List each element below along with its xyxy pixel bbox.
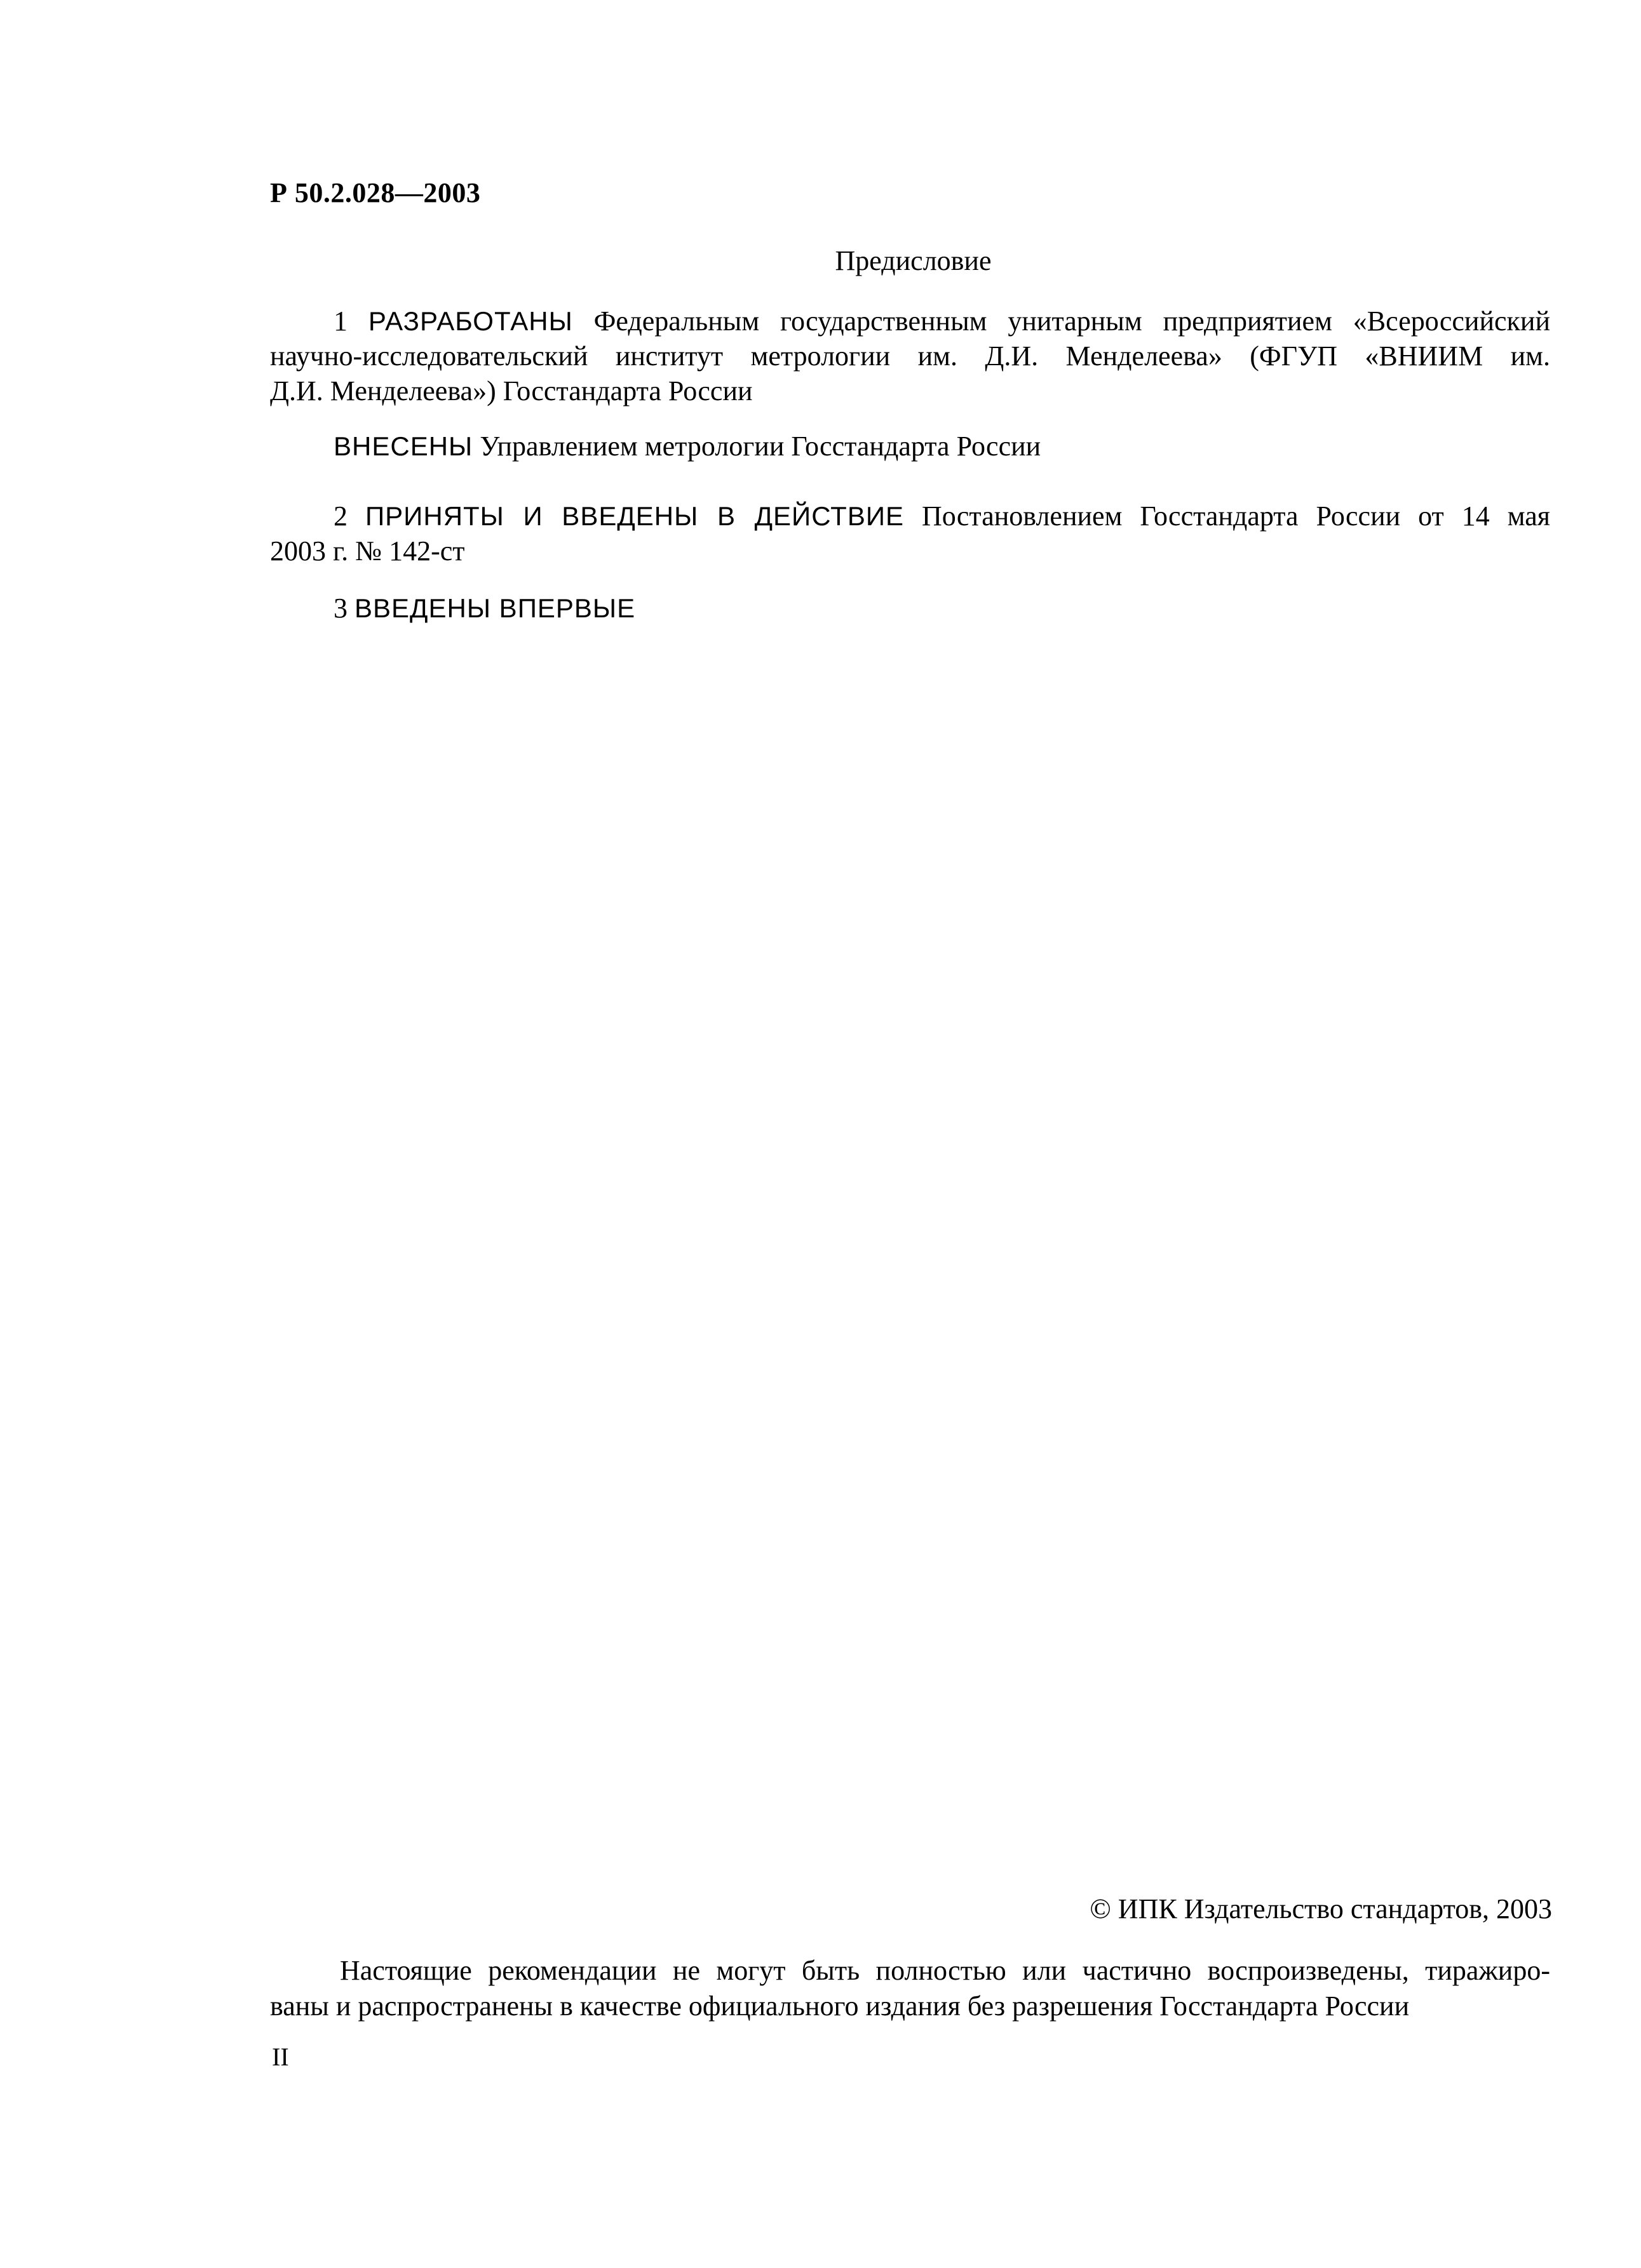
- item-2-line-1: [270, 499, 1550, 533]
- foreword-item-submitted: [270, 429, 1550, 464]
- item-3-number: 3: [334, 593, 348, 624]
- item-2-number: 2: [334, 500, 348, 532]
- foreword-item-2: [270, 499, 1550, 568]
- item-1-line-1: [270, 304, 1550, 339]
- reproduction-notice: [270, 1953, 1550, 2024]
- item-1-line-3: Д.И. Менделеева») Госстандарта России: [270, 375, 753, 406]
- item-2-line-2: 2003 г. № 142-ст: [270, 535, 465, 567]
- document-number: Р 50.2.028—2003: [270, 177, 481, 208]
- item-2-text: Постановлением Госстандарта России от 14 мая: [922, 500, 1551, 532]
- foreword-item-3: [270, 591, 1550, 626]
- item-3-keyword: ВВЕДЕНЫ ВПЕРВЫЕ: [355, 593, 636, 623]
- item-1-number: 1: [334, 305, 348, 337]
- item-1-line-2: научно-исследовательский институт метрологии им. Д.И. Менделеева» (ФГУП «ВНИИМ им.: [270, 340, 1550, 372]
- item-2-keyword: ПРИНЯТЫ И ВВЕДЕНЫ В ДЕЙСТВИЕ: [365, 501, 905, 531]
- foreword-title: Предисловие: [835, 245, 992, 276]
- item-1-keyword: РАЗРАБОТАНЫ: [368, 306, 573, 336]
- item-1-text: Федеральным государственным унитарным предприятием «Всероссийский: [593, 305, 1550, 337]
- page-number: II: [272, 2043, 289, 2071]
- submitted-text: Управлением метрологии Госстандарта России: [480, 431, 1041, 462]
- foreword-item-1: [270, 304, 1550, 408]
- notice-line-2: ваны и распространены в качестве официального издания без разрешения Госстандарта России: [270, 1990, 1410, 2022]
- submitted-keyword: ВНЕСЕНЫ: [334, 431, 473, 461]
- copyright-notice: © ИПК Издательство стандартов, 2003: [1090, 1893, 1552, 1924]
- notice-line-1: Настоящие рекомендации не могут быть полностью или частично воспроизведены, тиражиро-: [340, 1955, 1550, 1986]
